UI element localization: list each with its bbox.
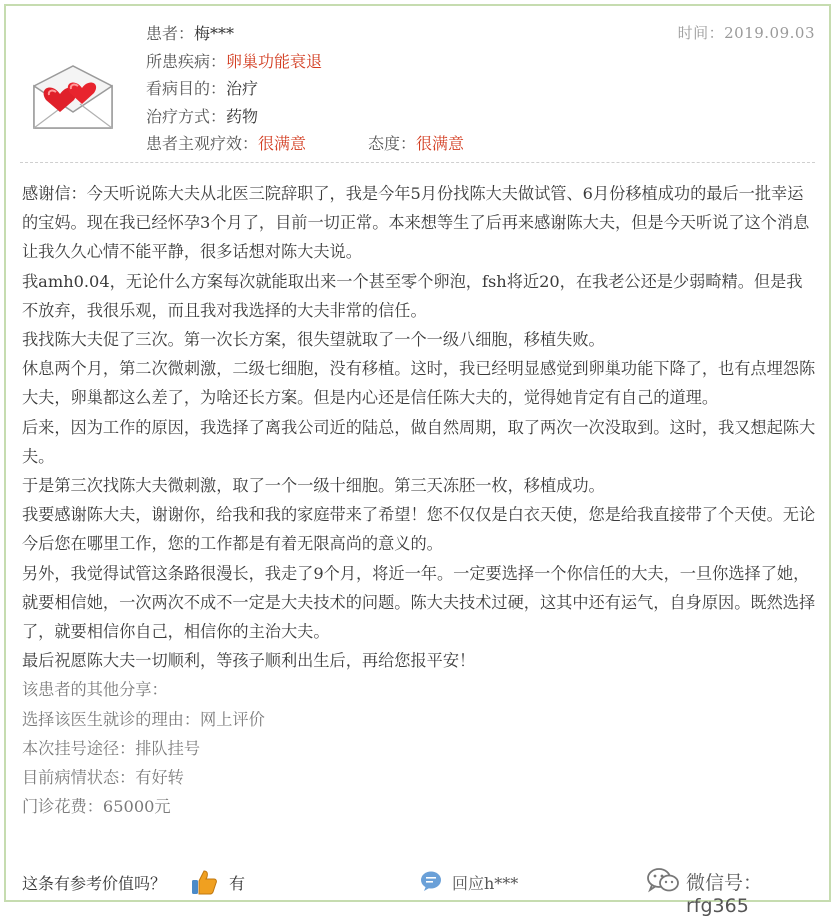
letter-paragraph: 最后祝愿陈大夫一切顺利，等孩子顺利出生后，再给您报平安！: [22, 651, 476, 671]
letter-paragraph: 另外，我觉得试管这条路很漫长，我走了9个月，将近一年。一定要选择一个你信任的大夫，一旦你选择了她，就要相信她，一次两次不成不一定是大夫技术的问题。陈大夫技术过硬，这其中还有运气，自身原因。既然选择了，就要相信你自己，相信你的主治大夫。: [22, 563, 816, 642]
patient-row: [146, 20, 464, 48]
method-value: 药物: [226, 106, 259, 126]
reply-link[interactable]: 回应h***: [452, 874, 519, 893]
patient-label: 患者：: [146, 24, 195, 43]
method-row: [146, 103, 464, 131]
helpful-question: 这条有参考价值吗？: [22, 874, 167, 893]
purpose-label: 看病目的：: [146, 79, 227, 98]
share-title: 该患者的其他分享：: [22, 680, 168, 700]
patient-meta: [146, 20, 464, 158]
share-cost: 门诊花费：65000元: [22, 797, 171, 817]
disease-link[interactable]: 卵巢功能衰退: [226, 51, 323, 71]
letter-paragraph: 我要感谢陈大夫，谢谢你，给我和我的家庭带来了希望！您不仅仅是白衣天使，您是给我直接带了个天使。无论今后您在哪里工作，您的工作都是有着无限高尚的意义的。: [22, 505, 816, 554]
purpose-value: 治疗: [226, 79, 259, 98]
letter-paragraph: 我amh0.04，无论什么方案每次就能取出来一个甚至零个卵泡，fsh将近20，在我老公还是少弱畸精。但是我不放弃，我很乐观，而且我对我选择的大夫非常的信任。: [22, 271, 803, 320]
wechat-icon: [646, 866, 680, 894]
share-status: 目前病情状态：有好转: [22, 768, 184, 788]
method-label: 治疗方式：: [146, 106, 227, 126]
efficacy-row: [146, 130, 464, 158]
patient-name: 梅***: [194, 24, 235, 43]
attitude-label: 态度：: [368, 134, 417, 153]
review-header: [6, 6, 829, 168]
letter-paragraph: 休息两个月，第二次微刺激，二级七细胞，没有移植。这时，我已经明显感觉到卵巢功能下降了，也有点埋怨陈大夫，卵巢都这么差了，为啥还长方案。但是内心还是信任陈大夫的，觉得她肯定有自己的道理。: [22, 359, 816, 408]
efficacy-value: 很满意: [258, 134, 307, 153]
reply-bubble-icon[interactable]: [420, 870, 442, 892]
letter-paragraph: 后来，因为工作的原因，我选择了离我公司近的陆总，做自然周期，取了两次一次没取到。这时，我又想起陈大夫。: [22, 417, 816, 466]
review-footer: [22, 868, 822, 917]
helpful-yes-button[interactable]: 有: [229, 874, 246, 893]
share-channel: 本次挂号途径：排队挂号: [22, 738, 201, 758]
thumbs-up-icon[interactable]: [190, 868, 218, 896]
review-card: [4, 4, 831, 917]
letter-paragraph: 感谢信：今天听说陈大夫从北医三院辞职了，我是今年5月份找陈大夫做试管、6月份移植成功的最后一批幸运的宝妈。现在我已经怀孕3个月了，目前一切正常。本来想等生了后再来感谢陈大夫，但是今天听说了这个消息让我久久心情不能平静，很多话想对陈大夫说。: [22, 184, 810, 262]
attitude-value: 很满意: [416, 134, 465, 153]
letter-paragraph: 我找陈大夫促了三次。第一次长方案，很失望就取了一个一级八细胞，移植失败。: [22, 330, 605, 350]
share-reason: 选择该医生就诊的理由：网上评价: [22, 709, 265, 729]
love-letter-icon: [32, 64, 114, 130]
wechat-id: 微信号：rfg365: [686, 872, 763, 917]
disease-label: 所患疾病：: [146, 51, 227, 71]
efficacy-label: 患者主观疗效：: [146, 134, 259, 153]
disease-row: [146, 48, 464, 76]
header-divider: [20, 162, 815, 163]
letter-paragraph: 于是第三次找陈大夫微刺激，取了一个一级十细胞。第三天冻胚一枚，移植成功。: [22, 476, 605, 496]
review-time: 时间：2019.09.03: [677, 24, 815, 42]
purpose-row: [146, 75, 464, 103]
review-body: [22, 179, 818, 821]
